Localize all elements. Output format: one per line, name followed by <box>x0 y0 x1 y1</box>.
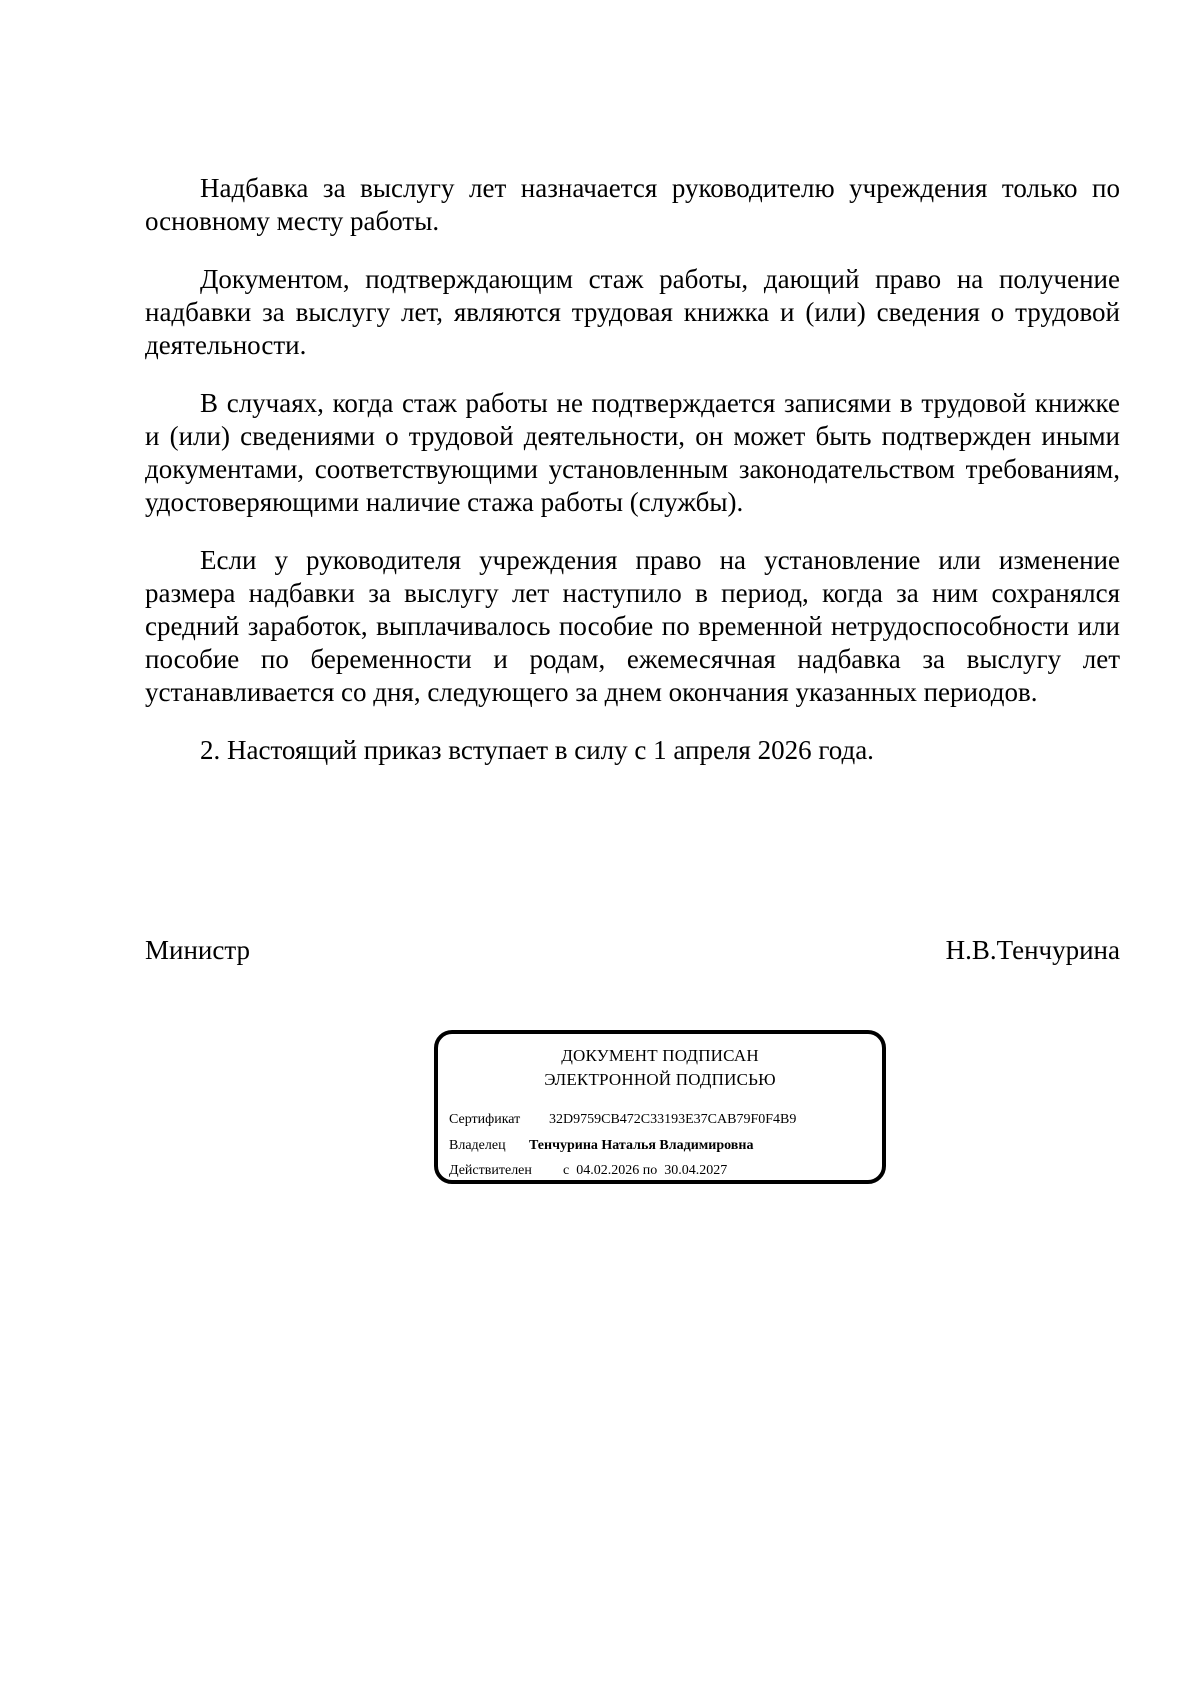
paragraph-4: Если у руководителя учреждения право на установление или изменение размера надбавки за выслугу лет наступило в период, когда за ним сохранялся средний заработок, выплачивалось пособие по временной нетрудоспособности или пособие по беременности и родам, ежемесячная надбавка за выслугу лет устанавливается со дня, следующего за днем окончания указанных периодов. <box>145 545 1120 707</box>
stamp-title-line-2: ЭЛЕКТРОННОЙ ПОДПИСЬЮ <box>544 1070 776 1089</box>
stamp-validity-row <box>449 1162 727 1180</box>
valid-label: Действителен <box>449 1163 532 1178</box>
valid-value: с 04.02.2026 по 30.04.2027 <box>563 1163 728 1178</box>
certificate-value: 32D9759CB472C33193E37CAB79F0F4B9 <box>549 1112 797 1127</box>
paragraph-5: 2. Настоящий приказ вступает в силу с 1 апреля 2026 года. <box>200 735 874 765</box>
owner-value: Тенчурина Наталья Владимировна <box>529 1138 754 1153</box>
certificate-label: Сертификат <box>449 1112 521 1127</box>
stamp-certificate-row <box>449 1111 796 1129</box>
paragraph-1: Надбавка за выслугу лет назначается руководителю учреждения только по основному месту работы. <box>145 173 1120 236</box>
paragraph-2: Документом, подтверждающим стаж работы, дающий право на получение надбавки за выслугу лет, являются трудовая книжка и (или) сведения о трудовой деятельности. <box>145 264 1120 360</box>
document-body <box>145 172 1120 792</box>
owner-label: Владелец <box>449 1138 506 1153</box>
stamp-title-line-1: ДОКУМЕНТ ПОДПИСАН <box>561 1046 759 1065</box>
electronic-signature-stamp <box>434 1030 886 1184</box>
signature-block <box>145 934 1120 967</box>
stamp-owner-row <box>449 1137 753 1155</box>
stamp-title <box>438 1044 882 1092</box>
paragraph-3: В случаях, когда стаж работы не подтверждается записями в трудовой книжке и (или) сведениями о трудовой деятельности, он может быть подтвержден иными документами, соответствующими установленным законодательством требованиям, удостоверяющими наличие стажа работы (службы). <box>145 388 1120 517</box>
signer-position: Министр <box>145 935 250 965</box>
signer-name: Н.В.Тенчурина <box>945 935 1120 965</box>
